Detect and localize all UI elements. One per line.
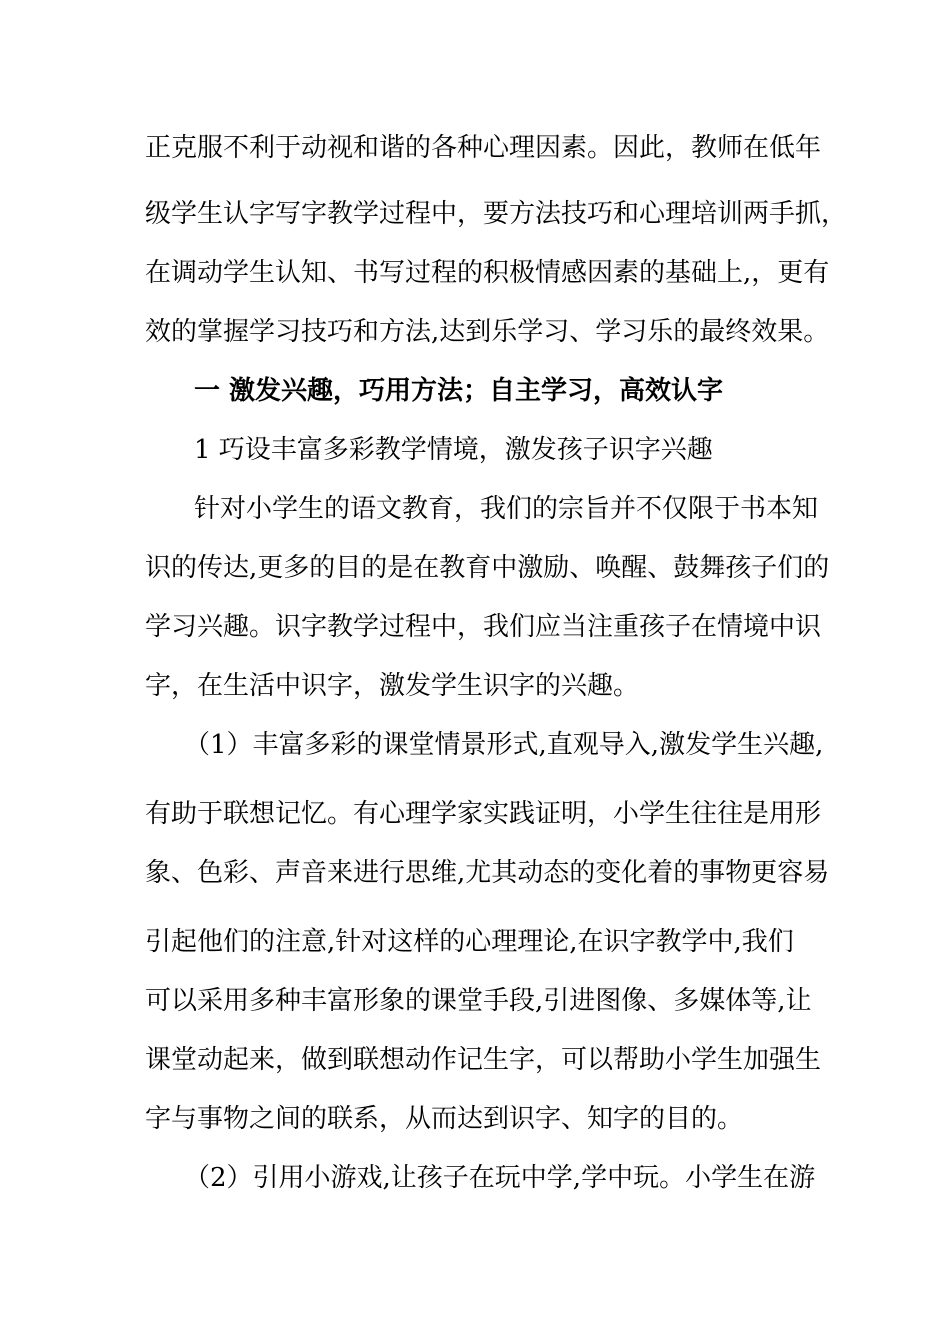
paragraph-line: 字与事物之间的联系，从而达到识字、知字的目的。 [145, 1104, 744, 1134]
paragraph-line: 正克服不利于动视和谐的各种心理因素。因此，教师在低年 [145, 133, 822, 163]
paragraph-line: 字，在生活中识字，激发学生识字的兴趣。 [145, 671, 640, 701]
paragraph-line: 级学生认字写字教学过程中，要方法技巧和心理培训两手抓， [145, 199, 848, 229]
paragraph-line: 象、色彩、声音来进行思维,尤其动态的变化着的事物更容易 [145, 858, 830, 888]
paragraph-line: 效的掌握学习技巧和方法,达到乐学习、学习乐的最终效果。 [145, 317, 830, 347]
section-heading: 一 激发兴趣，巧用方法；自主学习，高效认字 [194, 376, 724, 406]
paragraph-line: 学习兴趣。识字教学过程中，我们应当注重孩子在情境中识 [145, 612, 822, 642]
subsection-heading: 1 巧设丰富多彩教学情境，激发孩子识字兴趣 [194, 435, 713, 465]
paragraph-line: 课堂动起来，做到联想动作记生字，可以帮助小学生加强生 [145, 1045, 822, 1075]
paragraph-line: 在调动学生认知、书写过程的积极情感因素的基础上,，更有 [145, 258, 830, 288]
paragraph-line: 有助于联想记忆。有心理学家实践证明，小学生往往是用形 [145, 799, 822, 829]
paragraph-line: 引起他们的注意,针对这样的心理理论,在识字教学中,我们 [145, 927, 794, 957]
paragraph-line: 针对小学生的语文教育，我们的宗旨并不仅限于书本知 [194, 494, 819, 524]
paragraph-line: 可以采用多种丰富形象的课堂手段,引进图像、多媒体等,让 [145, 986, 812, 1016]
paragraph-line: （2）引用小游戏,让孩子在玩中学,学中玩。小学生在游 [184, 1163, 816, 1193]
paragraph-line: 识的传达,更多的目的是在教育中激励、唤醒、鼓舞孩子们的 [145, 553, 830, 583]
paragraph-line: （1）丰富多彩的课堂情景形式,直观导入,激发学生兴趣, [184, 730, 824, 760]
